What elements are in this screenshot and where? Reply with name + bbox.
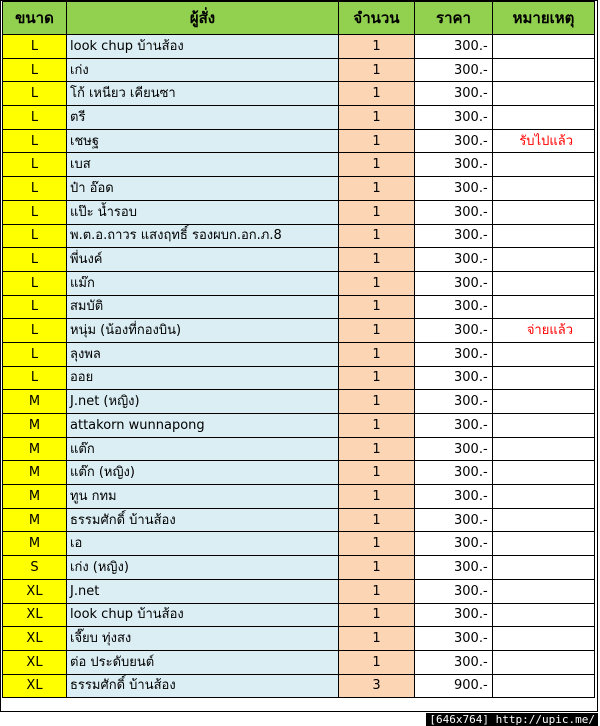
table-row: [3, 82, 595, 106]
note-cell: [493, 508, 595, 532]
note-cell: [493, 556, 595, 580]
price-cell: 300.-: [415, 58, 493, 82]
price-cell: 300.-: [415, 627, 493, 651]
quantity-cell: 1: [339, 200, 415, 224]
table-row: [3, 650, 595, 674]
note-cell: [493, 627, 595, 651]
table-row: [3, 437, 595, 461]
header-row: [3, 2, 595, 35]
price-cell: 300.-: [415, 437, 493, 461]
orderer-cell: แต๊ก: [67, 437, 339, 461]
price-cell: 300.-: [415, 508, 493, 532]
size-cell: S: [3, 556, 67, 580]
note-cell: [493, 58, 595, 82]
orderer-cell: โก้ เหนียว เคียนซา: [67, 82, 339, 106]
quantity-cell: 1: [339, 390, 415, 414]
table-row: [3, 58, 595, 82]
quantity-cell: 1: [339, 485, 415, 509]
quantity-cell: 1: [339, 627, 415, 651]
header-orderer: ผู้สั่ง: [67, 2, 339, 35]
orderer-cell: look chup บ้านส้อง: [67, 35, 339, 59]
quantity-cell: 1: [339, 508, 415, 532]
size-cell: L: [3, 106, 67, 130]
quantity-cell: 1: [339, 532, 415, 556]
table-body: [3, 35, 595, 698]
orderer-cell: พ.ต.อ.ถาวร แสงฤทธิ์ รองผบก.อก.ภ.8: [67, 224, 339, 248]
quantity-cell: 1: [339, 461, 415, 485]
note-cell: [493, 603, 595, 627]
note-cell: [493, 532, 595, 556]
table-row: [3, 106, 595, 130]
table-row: [3, 461, 595, 485]
orderer-cell: ทูน กทม: [67, 485, 339, 509]
price-cell: 300.-: [415, 129, 493, 153]
note-cell: [493, 366, 595, 390]
size-cell: M: [3, 390, 67, 414]
note-cell: [493, 82, 595, 106]
table-row: [3, 508, 595, 532]
table-row: [3, 177, 595, 201]
note-cell: รับไปแล้ว: [493, 129, 595, 153]
size-cell: L: [3, 153, 67, 177]
header-price: ราคา: [415, 2, 493, 35]
quantity-cell: 1: [339, 579, 415, 603]
price-cell: 300.-: [415, 579, 493, 603]
size-cell: L: [3, 248, 67, 272]
quantity-cell: 1: [339, 366, 415, 390]
quantity-cell: 1: [339, 106, 415, 130]
quantity-cell: 1: [339, 35, 415, 59]
table-row: [3, 319, 595, 343]
size-cell: L: [3, 271, 67, 295]
orderer-cell: ต่อ ประดับยนต์: [67, 650, 339, 674]
table-row: [3, 35, 595, 59]
table-row: [3, 414, 595, 438]
price-cell: 300.-: [415, 414, 493, 438]
note-cell: [493, 390, 595, 414]
price-cell: 300.-: [415, 390, 493, 414]
note-cell: [493, 224, 595, 248]
header-note: หมายเหตุ: [493, 2, 595, 35]
watermark: [646x764] http://upic.me/: [426, 713, 598, 726]
price-cell: 300.-: [415, 295, 493, 319]
size-cell: M: [3, 414, 67, 438]
table-row: [3, 224, 595, 248]
quantity-cell: 1: [339, 271, 415, 295]
note-cell: [493, 295, 595, 319]
orderer-cell: เชษฐ: [67, 129, 339, 153]
orderer-cell: attakorn wunnapong: [67, 414, 339, 438]
order-table: [2, 1, 595, 698]
note-cell: [493, 248, 595, 272]
note-cell: จ่ายแล้ว: [493, 319, 595, 343]
orderer-cell: เก่ง (หญิง): [67, 556, 339, 580]
table-row: [3, 366, 595, 390]
orderer-cell: J.net: [67, 579, 339, 603]
size-cell: L: [3, 224, 67, 248]
quantity-cell: 1: [339, 153, 415, 177]
orderer-cell: เก่ง: [67, 58, 339, 82]
orderer-cell: ธรรมศักดิ์ บ้านส้อง: [67, 674, 339, 698]
orderer-cell: ธรรมศักดิ์ บ้านส้อง: [67, 508, 339, 532]
table-row: [3, 485, 595, 509]
price-cell: 300.-: [415, 35, 493, 59]
table-row: [3, 295, 595, 319]
note-cell: [493, 200, 595, 224]
price-cell: 300.-: [415, 153, 493, 177]
orderer-cell: เบส: [67, 153, 339, 177]
table-row: [3, 153, 595, 177]
quantity-cell: 1: [339, 319, 415, 343]
table-row: [3, 271, 595, 295]
price-cell: 300.-: [415, 485, 493, 509]
orderer-cell: ลุงพล: [67, 342, 339, 366]
orderer-cell: หนุ่ม (น้องที่กองบิน): [67, 319, 339, 343]
size-cell: L: [3, 129, 67, 153]
note-cell: [493, 461, 595, 485]
note-cell: [493, 414, 595, 438]
quantity-cell: 1: [339, 295, 415, 319]
quantity-cell: 1: [339, 58, 415, 82]
price-cell: 300.-: [415, 248, 493, 272]
quantity-cell: 1: [339, 342, 415, 366]
price-cell: 300.-: [415, 461, 493, 485]
orderer-cell: แม๊ก: [67, 271, 339, 295]
price-cell: 300.-: [415, 603, 493, 627]
size-cell: M: [3, 437, 67, 461]
orderer-cell: แป๊ะ น้ำรอบ: [67, 200, 339, 224]
size-cell: XL: [3, 650, 67, 674]
price-cell: 300.-: [415, 532, 493, 556]
note-cell: [493, 35, 595, 59]
note-cell: [493, 271, 595, 295]
orderer-cell: เจี๊ยบ ทุ่งสง: [67, 627, 339, 651]
quantity-cell: 1: [339, 414, 415, 438]
orderer-cell: look chup บ้านส้อง: [67, 603, 339, 627]
note-cell: [493, 106, 595, 130]
quantity-cell: 1: [339, 603, 415, 627]
price-cell: 900.-: [415, 674, 493, 698]
price-cell: 300.-: [415, 200, 493, 224]
note-cell: [493, 437, 595, 461]
header-size: ขนาด: [3, 2, 67, 35]
table-row: [3, 200, 595, 224]
size-cell: XL: [3, 627, 67, 651]
price-cell: 300.-: [415, 271, 493, 295]
size-cell: M: [3, 532, 67, 556]
table-row: [3, 674, 595, 698]
price-cell: 300.-: [415, 650, 493, 674]
note-cell: [493, 177, 595, 201]
size-cell: L: [3, 82, 67, 106]
price-cell: 300.-: [415, 177, 493, 201]
quantity-cell: 1: [339, 650, 415, 674]
orderer-cell: แต๊ก (หญิง): [67, 461, 339, 485]
orderer-cell: J.net (หญิง): [67, 390, 339, 414]
size-cell: XL: [3, 674, 67, 698]
price-cell: 300.-: [415, 556, 493, 580]
size-cell: L: [3, 295, 67, 319]
table-row: [3, 603, 595, 627]
orderer-cell: ป๋า อ๊อด: [67, 177, 339, 201]
note-cell: [493, 650, 595, 674]
note-cell: [493, 342, 595, 366]
quantity-cell: 1: [339, 248, 415, 272]
orderer-cell: ตรี: [67, 106, 339, 130]
quantity-cell: 1: [339, 129, 415, 153]
size-cell: L: [3, 366, 67, 390]
note-cell: [493, 674, 595, 698]
quantity-cell: 1: [339, 177, 415, 201]
table-row: [3, 579, 595, 603]
size-cell: L: [3, 200, 67, 224]
size-cell: L: [3, 319, 67, 343]
quantity-cell: 1: [339, 556, 415, 580]
size-cell: M: [3, 508, 67, 532]
note-cell: [493, 153, 595, 177]
table-row: [3, 129, 595, 153]
quantity-cell: 3: [339, 674, 415, 698]
note-cell: [493, 485, 595, 509]
orderer-cell: พี่นงค์: [67, 248, 339, 272]
header-quantity: จำนวน: [339, 2, 415, 35]
size-cell: L: [3, 35, 67, 59]
quantity-cell: 1: [339, 437, 415, 461]
size-cell: XL: [3, 603, 67, 627]
quantity-cell: 1: [339, 82, 415, 106]
quantity-cell: 1: [339, 224, 415, 248]
table-row: [3, 556, 595, 580]
orderer-cell: สมบัติ: [67, 295, 339, 319]
price-cell: 300.-: [415, 224, 493, 248]
price-cell: 300.-: [415, 342, 493, 366]
price-cell: 300.-: [415, 82, 493, 106]
table-row: [3, 532, 595, 556]
size-cell: XL: [3, 579, 67, 603]
table-row: [3, 390, 595, 414]
size-cell: L: [3, 58, 67, 82]
price-cell: 300.-: [415, 319, 493, 343]
size-cell: L: [3, 342, 67, 366]
size-cell: M: [3, 461, 67, 485]
table-row: [3, 248, 595, 272]
size-cell: M: [3, 485, 67, 509]
orderer-cell: เอ: [67, 532, 339, 556]
price-cell: 300.-: [415, 106, 493, 130]
table-row: [3, 342, 595, 366]
price-cell: 300.-: [415, 366, 493, 390]
table-row: [3, 627, 595, 651]
size-cell: L: [3, 177, 67, 201]
note-cell: [493, 579, 595, 603]
orderer-cell: ออย: [67, 366, 339, 390]
